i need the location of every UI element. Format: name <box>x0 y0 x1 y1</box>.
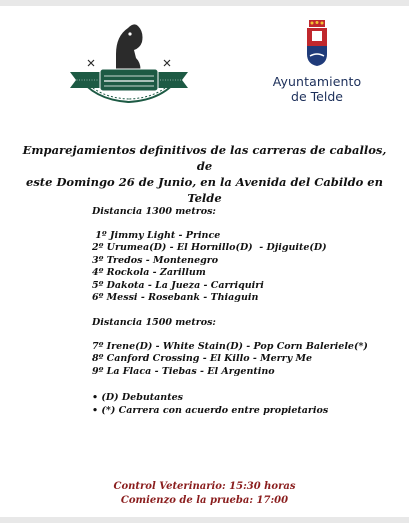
race-row: 6º Messi - Rosebank - Thiaguin <box>92 292 259 303</box>
bottom-border-strip <box>0 517 409 523</box>
section-title: Distancia 1300 metros: <box>92 206 216 217</box>
race-row: 9º La Flaca - Tiebas - El Argentino <box>92 365 275 377</box>
race-row: 7º Irene(D) - White Stain(D) - Pop Corn Baleriele(*) <box>92 340 368 352</box>
ayuntamiento-name-line2: de Telde <box>291 89 343 104</box>
race-row: 5º Dakota - La Jueza - Carriquiri <box>92 279 264 291</box>
race-row: 1º Jimmy Light - Prince <box>92 229 221 241</box>
ayuntamiento-name-line1: Ayuntamiento <box>272 74 362 89</box>
top-border-strip <box>0 0 409 6</box>
schedule-footer <box>0 480 409 508</box>
section-title: Distancia 1500 metros: <box>92 317 216 328</box>
race-row: 4º Rockola - Zarillum <box>92 267 206 278</box>
headline-line-2: este Domingo 26 de Junio, en la Avenida del Cabildo en Telde <box>26 175 383 205</box>
race-row: 8º Canford Crossing - El Killo - Merry Me <box>92 353 313 364</box>
notes-section <box>92 392 392 417</box>
distance-1300-section <box>92 206 392 305</box>
note-item: • (*) Carrera con acuerdo entre propietarios <box>92 404 329 416</box>
club-emblem-logo <box>64 14 194 106</box>
distance-1500-section <box>92 317 392 378</box>
race-start-time: Comienzo de la prueba: 17:00 <box>120 495 289 506</box>
race-row: 2º Urumea(D) - El Hornillo(D) - Djiguite(D) <box>92 242 327 253</box>
vet-control-time: Control Veterinario: 15:30 horas <box>113 481 296 492</box>
announcement-headline <box>16 142 393 206</box>
coat-of-arms-icon <box>302 18 332 68</box>
note-item: • (D) Debutantes <box>92 392 183 403</box>
headline-line-1: Emparejamientos definitivos de las carreras de caballos, de <box>22 143 387 173</box>
ayuntamiento-logo <box>262 18 372 118</box>
race-row: 3º Tredos - Montenegro <box>92 254 219 266</box>
